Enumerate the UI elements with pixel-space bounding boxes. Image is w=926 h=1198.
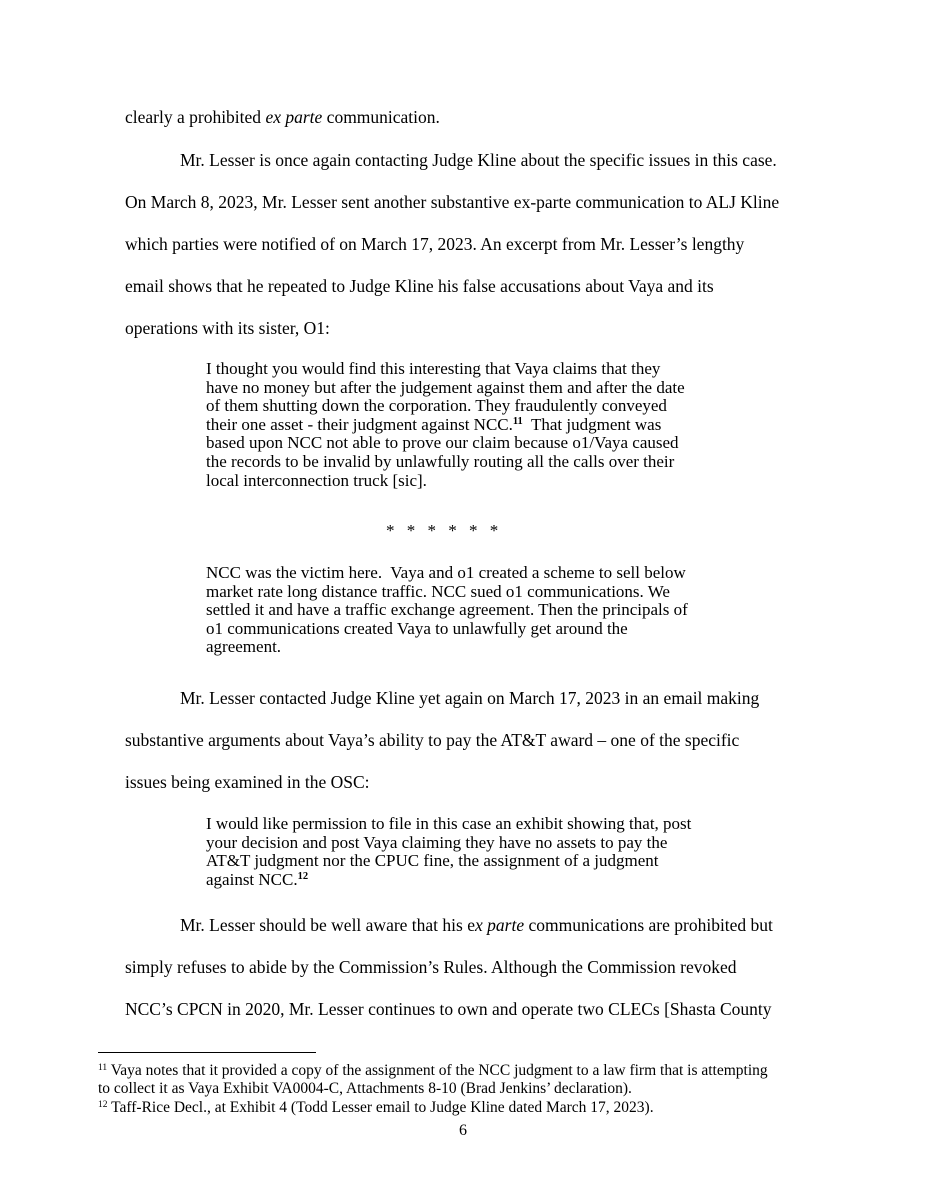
body-line: email shows that he repeated to Judge Kline his false accusations about Vaya and its <box>125 276 714 296</box>
quote-line: AT&T judgment nor the CPUC fine, the assignment of a judgment <box>206 851 659 871</box>
quote-line: o1 communications created Vaya to unlawfully get around the <box>206 618 628 638</box>
page-number: 6 <box>459 1122 467 1139</box>
footnote-ref-11: 11 <box>512 415 523 427</box>
quote-line: agreement. <box>206 637 282 657</box>
quote-line <box>206 871 766 890</box>
block-quote <box>206 815 766 889</box>
text: against NCC. <box>206 869 298 889</box>
footnote-number: 12 <box>98 1100 108 1110</box>
italic-text: ex parte <box>265 107 323 127</box>
quote-line: based upon NCC not able to prove our claim because o1/Vaya caused <box>206 433 679 453</box>
text: clearly a prohibited <box>125 107 266 127</box>
body-line <box>125 107 440 127</box>
italic-text: x parte <box>475 915 525 935</box>
body-line: simply refuses to abide by the Commission’s Rules. Although the Commission revoked <box>125 957 737 977</box>
quote-line: local interconnection truck [sic]. <box>206 470 427 490</box>
quote-line: the records to be invalid by unlawfully routing all the calls over their <box>206 451 675 471</box>
text: their one asset - their judgment against NCC. <box>206 414 513 434</box>
body-line: substantive arguments about Vaya’s ability to pay the AT&T award – one of the specific <box>125 730 740 750</box>
footnote-line <box>98 1062 858 1080</box>
footnote-ref-12: 12 <box>297 870 309 882</box>
body-line: Mr. Lesser is once again contacting Judge Kline about the specific issues in this case. <box>180 150 777 170</box>
body-line: operations with its sister, O1: <box>125 318 330 338</box>
footnote-line: to collect it as Vaya Exhibit VA0004-C, Attachments 8-10 (Brad Jenkins’ declaration). <box>98 1079 632 1097</box>
block-quote <box>206 564 766 657</box>
quote-line: I thought you would find this interesting that Vaya claims that they <box>206 359 661 378</box>
footnote-separator <box>98 1052 316 1053</box>
quote-line <box>206 416 766 435</box>
block-quote <box>206 360 766 490</box>
quote-line: settled it and have a traffic exchange agreement. Then the principals of <box>206 600 688 620</box>
text: That judgment was <box>522 414 662 434</box>
quote-line: NCC was the victim here. Vaya and o1 created a scheme to sell below <box>206 563 686 582</box>
quote-line: I would like permission to file in this case an exhibit showing that, post <box>206 814 692 833</box>
body-line: NCC’s CPCN in 2020, Mr. Lesser continues to own and operate two CLECs [Shasta County <box>125 999 772 1019</box>
body-line: issues being examined in the OSC: <box>125 772 370 792</box>
body-line: which parties were notified of on March 17, 2023. An excerpt from Mr. Lesser’s lengthy <box>125 234 745 254</box>
text: Taff-Rice Decl., at Exhibit 4 (Todd Lesser email to Judge Kline dated March 17, 2023). <box>107 1099 654 1116</box>
quote-line: of them shutting down the corporation. They fraudulently conveyed <box>206 396 667 416</box>
footnote-line <box>98 1099 858 1117</box>
footnote-11 <box>98 1062 858 1097</box>
text: Mr. Lesser should be well aware that his e <box>180 915 475 935</box>
quote-line: your decision and post Vaya claiming they have no assets to pay the <box>206 832 668 852</box>
footnote-12 <box>98 1099 858 1117</box>
body-line: Mr. Lesser contacted Judge Kline yet again on March 17, 2023 in an email making <box>180 688 760 708</box>
text: communications are prohibited but <box>524 915 773 935</box>
quote-line: have no money but after the judgement against them and after the date <box>206 377 685 397</box>
body-line: On March 8, 2023, Mr. Lesser sent another substantive ex-parte communication to ALJ Kline <box>125 192 780 212</box>
body-line <box>180 915 773 935</box>
text: communication. <box>322 107 440 127</box>
text: Vaya notes that it provided a copy of the assignment of the NCC judgment to a law firm that is attempting <box>107 1062 768 1079</box>
footnote-number: 11 <box>98 1063 108 1073</box>
section-break-stars: * * * * * * <box>386 521 503 540</box>
quote-line: market rate long distance traffic. NCC sued o1 communications. We <box>206 581 670 601</box>
